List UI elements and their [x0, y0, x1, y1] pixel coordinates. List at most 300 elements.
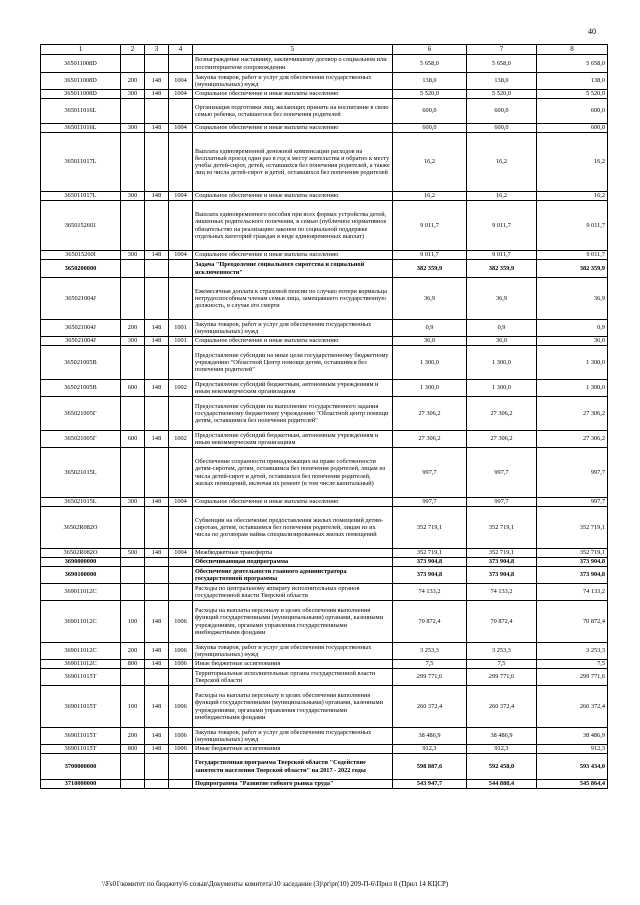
amount-cell: 600,0	[467, 124, 537, 133]
amount-cell: 1 300,0	[537, 346, 608, 380]
description-cell: Предоставление субсидии на выполнение государственного задания государственному бюджетному учреждению "Областной центр помощи детям, оставшимся без попечения родителей"	[193, 397, 393, 431]
expense-type-cell	[121, 201, 145, 251]
amount-cell: 27 306,2	[467, 431, 537, 448]
amount-cell: 27 306,2	[467, 397, 537, 431]
amount-cell: 16,2	[537, 192, 608, 201]
amount-cell: 593 434,0	[537, 754, 608, 780]
amount-cell: 16,2	[467, 192, 537, 201]
section-cell	[169, 397, 193, 431]
table-row	[41, 380, 608, 397]
section-cell: 1004	[169, 251, 193, 260]
header-cell: 3	[145, 45, 169, 55]
description-cell: Социальное обеспечение и иные выплаты населению	[193, 124, 393, 133]
table-row	[41, 278, 608, 320]
description-cell: Ежемесячная доплата к страховой пенсии по случаю потери кормильца нетрудоспособным членам семьи лица, замещавшего государственную должность, в случае его смерти	[193, 278, 393, 320]
amount-cell: 38 486,9	[537, 728, 608, 745]
table-row	[41, 660, 608, 669]
code-cell: 365011008D	[41, 55, 121, 73]
department-cell	[145, 507, 169, 549]
section-cell: 1004	[169, 90, 193, 99]
section-cell: 1006	[169, 686, 193, 728]
description-cell: Предоставление субсидий бюджетным, автономным учреждениям и иным некоммерческим организациям	[193, 380, 393, 397]
code-cell: 365011016L	[41, 124, 121, 133]
section-cell: 1002	[169, 431, 193, 448]
table-row	[41, 669, 608, 686]
department-cell: 148	[145, 90, 169, 99]
amount-cell: 592 458,0	[467, 754, 537, 780]
table-row	[41, 124, 608, 133]
amount-cell: 600,0	[393, 99, 467, 124]
section-cell: 1004	[169, 549, 193, 558]
amount-cell: 138,0	[467, 73, 537, 90]
expense-type-cell: 600	[121, 431, 145, 448]
table-row	[41, 337, 608, 346]
table-row	[41, 558, 608, 567]
amount-cell: 600,0	[537, 124, 608, 133]
description-cell: Обеспечивающая подпрограмма	[193, 558, 393, 567]
description-cell: Социальное обеспечение и иные выплаты населению	[193, 498, 393, 507]
amount-cell: 543 947,7	[393, 780, 467, 789]
section-cell	[169, 260, 193, 278]
amount-cell: 544 888,4	[467, 780, 537, 789]
amount-cell: 27 306,2	[537, 431, 608, 448]
description-cell: Социальное обеспечение и иные выплаты населению	[193, 90, 393, 99]
code-cell: 3690000000	[41, 558, 121, 567]
department-cell: 148	[145, 549, 169, 558]
department-cell	[145, 346, 169, 380]
amount-cell: 38 486,9	[467, 728, 537, 745]
amount-cell: 38 486,9	[393, 728, 467, 745]
code-cell: 365021004J	[41, 337, 121, 346]
table-row	[41, 320, 608, 337]
department-cell: 148	[145, 380, 169, 397]
description-cell: Расходы на выплаты персоналу в целях обеспечения выполнения функций государственными (муниципальными) органами, казенными учреждениями, органами управления государственными внебюджетными фондами	[193, 601, 393, 643]
amount-cell: 373 904,8	[537, 558, 608, 567]
section-cell: 1006	[169, 601, 193, 643]
section-cell: 1001	[169, 320, 193, 337]
description-cell: Обеспечение сохранности принадлежащих на праве собственности детям-сиротам, детям, оставшимся без попечения родителей, лицам из числа детей-сирот и детей, оставшихся без попечения родителей, жилых помещений, включая их ремонт (в том числе капитальный)	[193, 448, 393, 498]
code-cell: 365011008D	[41, 90, 121, 99]
expense-type-cell	[121, 260, 145, 278]
section-cell: 1006	[169, 660, 193, 669]
department-cell: 148	[145, 337, 169, 346]
department-cell: 148	[145, 745, 169, 754]
amount-cell: 70 872,4	[467, 601, 537, 643]
amount-cell: 0,9	[467, 320, 537, 337]
department-cell: 148	[145, 728, 169, 745]
department-cell: 148	[145, 124, 169, 133]
table-row	[41, 498, 608, 507]
amount-cell: 997,7	[467, 498, 537, 507]
table-row	[41, 55, 608, 73]
section-cell: 1004	[169, 73, 193, 90]
code-cell: 3650200000	[41, 260, 121, 278]
amount-cell: 27 306,2	[393, 431, 467, 448]
table-row	[41, 686, 608, 728]
table-body	[41, 55, 608, 789]
expense-type-cell	[121, 397, 145, 431]
amount-cell: 5 658,0	[467, 55, 537, 73]
amount-cell: 600,0	[393, 124, 467, 133]
expense-type-cell	[121, 780, 145, 789]
table-row	[41, 133, 608, 192]
description-cell: Вознаграждение наставнику, заключившему договор о социальном или постинтернатном сопровождении	[193, 55, 393, 73]
expense-type-cell	[121, 448, 145, 498]
table-row	[41, 397, 608, 431]
department-cell	[145, 99, 169, 124]
section-cell	[169, 754, 193, 780]
department-cell: 148	[145, 660, 169, 669]
amount-cell: 5 520,0	[393, 90, 467, 99]
description-cell: Расходы по центральному аппарату исполнительных органов государственной власти Тверской области	[193, 584, 393, 601]
department-cell	[145, 133, 169, 192]
section-cell	[169, 669, 193, 686]
code-cell: 369011015T	[41, 745, 121, 754]
description-cell: Закупка товаров, работ и услуг для обеспечения государственных (муниципальных) нужд	[193, 73, 393, 90]
header-cell: 4	[169, 45, 193, 55]
department-cell: 148	[145, 73, 169, 90]
amount-cell: 997,7	[537, 498, 608, 507]
description-cell: Закупка товаров, работ и услуг для обеспечения государственных (муниципальных) нужд	[193, 643, 393, 660]
code-cell: 3700000000	[41, 754, 121, 780]
section-cell	[169, 346, 193, 380]
amount-cell: 1 300,0	[467, 346, 537, 380]
description-cell: Закупка товаров, работ и услуг для обеспечения государственных (муниципальных) нужд	[193, 728, 393, 745]
table-row	[41, 201, 608, 251]
amount-cell: 373 904,8	[393, 558, 467, 567]
amount-cell: 3 253,3	[393, 643, 467, 660]
section-cell: 1006	[169, 643, 193, 660]
amount-cell: 299 771,6	[467, 669, 537, 686]
expense-type-cell: 800	[121, 745, 145, 754]
expense-type-cell	[121, 99, 145, 124]
header-cell: 6	[393, 45, 467, 55]
section-cell: 1006	[169, 728, 193, 745]
header-cell: 7	[467, 45, 537, 55]
table-row	[41, 728, 608, 745]
expense-type-cell: 100	[121, 686, 145, 728]
table-row	[41, 549, 608, 558]
amount-cell: 7,5	[393, 660, 467, 669]
amount-cell: 16,2	[467, 133, 537, 192]
amount-cell: 74 133,2	[467, 584, 537, 601]
expense-type-cell: 300	[121, 337, 145, 346]
amount-cell: 260 372,4	[467, 686, 537, 728]
code-cell: 36502R082O	[41, 549, 121, 558]
amount-cell: 299 771,6	[537, 669, 608, 686]
section-cell	[169, 133, 193, 192]
amount-cell: 36,9	[467, 278, 537, 320]
expense-type-cell: 200	[121, 728, 145, 745]
department-cell: 148	[145, 601, 169, 643]
section-cell	[169, 99, 193, 124]
amount-cell: 373 904,8	[467, 567, 537, 584]
code-cell: 3690100000	[41, 567, 121, 584]
amount-cell: 912,3	[537, 745, 608, 754]
expense-type-cell: 300	[121, 192, 145, 201]
expense-type-cell: 800	[121, 660, 145, 669]
expense-type-cell	[121, 584, 145, 601]
expense-type-cell	[121, 567, 145, 584]
code-cell: 369011012C	[41, 643, 121, 660]
amount-cell: 352 719,1	[467, 507, 537, 549]
description-cell: Социальное обеспечение и иные выплаты населению	[193, 192, 393, 201]
amount-cell: 36,9	[537, 278, 608, 320]
table-row	[41, 643, 608, 660]
description-cell: Социальное обеспечение и иные выплаты населению	[193, 337, 393, 346]
amount-cell: 260 372,4	[393, 686, 467, 728]
department-cell: 148	[145, 686, 169, 728]
section-cell	[169, 278, 193, 320]
amount-cell: 0,9	[537, 320, 608, 337]
code-cell: 365021015L	[41, 498, 121, 507]
amount-cell: 36,0	[537, 337, 608, 346]
header-cell: 1	[41, 45, 121, 55]
description-cell: Субвенции на обеспечение предоставления жилых помещений детям-сиротам, детям, оставшимся без попечения родителей, лицам из их числа по договорам найма специализированных жилых помещений	[193, 507, 393, 549]
section-cell	[169, 780, 193, 789]
code-cell: 36502R082O	[41, 507, 121, 549]
amount-cell: 373 904,8	[537, 567, 608, 584]
expense-type-cell	[121, 346, 145, 380]
amount-cell: 5 658,0	[537, 55, 608, 73]
expense-type-cell: 300	[121, 124, 145, 133]
table-row	[41, 431, 608, 448]
amount-cell: 1 300,0	[393, 346, 467, 380]
table-row	[41, 251, 608, 260]
table-row	[41, 745, 608, 754]
department-cell	[145, 278, 169, 320]
amount-cell: 382 359,9	[537, 260, 608, 278]
amount-cell: 352 719,1	[537, 507, 608, 549]
amount-cell: 373 904,8	[467, 558, 537, 567]
department-cell	[145, 669, 169, 686]
section-cell	[169, 507, 193, 549]
table-row	[41, 73, 608, 90]
table-row	[41, 567, 608, 584]
table-row	[41, 780, 608, 789]
department-cell	[145, 397, 169, 431]
department-cell	[145, 260, 169, 278]
code-cell: 3650152601	[41, 201, 121, 251]
amount-cell: 9 011,7	[467, 201, 537, 251]
description-cell: Государственная программа Тверской области "Содействие занятости населения Тверской области" на 2017 - 2022 годы	[193, 754, 393, 780]
department-cell	[145, 584, 169, 601]
table-header-row	[41, 45, 608, 55]
table-row	[41, 448, 608, 498]
amount-cell: 912,3	[393, 745, 467, 754]
amount-cell: 27 306,2	[393, 397, 467, 431]
amount-cell: 997,7	[393, 448, 467, 498]
amount-cell: 5 520,0	[537, 90, 608, 99]
footer-file-path: \\Fs01\комитет по бюджету\6 созыв\Документы комитета\10 заседание (3)\pr\pr(10) 209-П-6\Прил 8 (Прил 14 КЦСР)	[102, 880, 449, 888]
table-row	[41, 260, 608, 278]
amount-cell: 382 359,9	[467, 260, 537, 278]
section-cell: 1001	[169, 337, 193, 346]
code-cell: 369011015T	[41, 728, 121, 745]
expense-type-cell: 200	[121, 643, 145, 660]
code-cell: 369011012C	[41, 584, 121, 601]
section-cell	[169, 55, 193, 73]
amount-cell: 1 300,0	[537, 380, 608, 397]
department-cell: 148	[145, 643, 169, 660]
amount-cell: 382 359,9	[393, 260, 467, 278]
expense-type-cell	[121, 754, 145, 780]
code-cell: 365015260I	[41, 251, 121, 260]
code-cell: 365011017L	[41, 133, 121, 192]
section-cell: 1002	[169, 380, 193, 397]
amount-cell: 74 133,2	[393, 584, 467, 601]
amount-cell: 352 719,1	[393, 507, 467, 549]
amount-cell: 36,0	[467, 337, 537, 346]
description-cell: Иные бюджетные ассигнования	[193, 660, 393, 669]
department-cell: 148	[145, 431, 169, 448]
amount-cell: 997,7	[467, 448, 537, 498]
amount-cell: 545 864,4	[537, 780, 608, 789]
code-cell: 365011008D	[41, 73, 121, 90]
table-row	[41, 584, 608, 601]
description-cell: Предоставление субсидии на иные цели государственному бюджетному учреждению "Областной Центр помощи детям, оставшимся без попечения родителей"	[193, 346, 393, 380]
section-cell: 1004	[169, 192, 193, 201]
amount-cell: 3 253,3	[537, 643, 608, 660]
expense-type-cell: 300	[121, 251, 145, 260]
description-cell: Организация подготовки лиц, желающих принять на воспитание в свою семью ребенка, оставшегося без попечения родителей	[193, 99, 393, 124]
amount-cell: 16,2	[537, 133, 608, 192]
amount-cell: 600,0	[467, 99, 537, 124]
section-cell	[169, 584, 193, 601]
department-cell: 148	[145, 320, 169, 337]
amount-cell: 16,2	[393, 133, 467, 192]
amount-cell: 36,9	[393, 278, 467, 320]
description-cell: Социальное обеспечение и иные выплаты населению	[193, 251, 393, 260]
amount-cell: 9 011,7	[393, 201, 467, 251]
code-cell: 369011015T	[41, 669, 121, 686]
amount-cell: 7,5	[467, 660, 537, 669]
department-cell	[145, 201, 169, 251]
amount-cell: 138,0	[393, 73, 467, 90]
amount-cell: 70 872,4	[537, 601, 608, 643]
department-cell	[145, 55, 169, 73]
expense-type-cell: 600	[121, 380, 145, 397]
header-cell: 5	[193, 45, 393, 55]
amount-cell: 7,5	[537, 660, 608, 669]
amount-cell: 9 011,7	[537, 201, 608, 251]
amount-cell: 5 658,0	[393, 55, 467, 73]
amount-cell: 16,2	[393, 192, 467, 201]
description-cell: Выплата единовременного пособия при всех формах устройства детей, лишенных родительского попечения, в семью (публичное нормативное обязательство на реализацию законов по социальной поддержке отдельных категорий граждан в виде единовременных выплат)	[193, 201, 393, 251]
description-cell: Межбюджетные трансферты	[193, 549, 393, 558]
amount-cell: 598 887,6	[393, 754, 467, 780]
table-row	[41, 346, 608, 380]
expense-type-cell	[121, 278, 145, 320]
description-cell: Закупка товаров, работ и услуг для обеспечения государственных (муниципальных) нужд	[193, 320, 393, 337]
code-cell: 365021005Г	[41, 431, 121, 448]
expense-type-cell: 200	[121, 73, 145, 90]
section-cell: 1004	[169, 498, 193, 507]
amount-cell: 74 133,2	[537, 584, 608, 601]
description-cell: Подпрограмма "Развитие гибкого рынка труда"	[193, 780, 393, 789]
expense-type-cell: 200	[121, 320, 145, 337]
code-cell: 365021005B	[41, 346, 121, 380]
amount-cell: 912,3	[467, 745, 537, 754]
amount-cell: 27 306,2	[537, 397, 608, 431]
amount-cell: 0,9	[393, 320, 467, 337]
amount-cell: 352 719,1	[467, 549, 537, 558]
section-cell	[169, 448, 193, 498]
code-cell: 365011016L	[41, 99, 121, 124]
amount-cell: 352 719,1	[537, 549, 608, 558]
code-cell: 3710000000	[41, 780, 121, 789]
description-cell: Выплата единовременной денежной компенсации расходов на бесплатный проезд один раз в год к месту жительства и обратно к месту учебы детей-сирот, детей, оставшихся без попечения родителей, а также лиц из числа детей-сирот и детей, оставшихся без попечения родителей	[193, 133, 393, 192]
amount-cell: 299 771,6	[393, 669, 467, 686]
code-cell: 369011012C	[41, 601, 121, 643]
department-cell	[145, 567, 169, 584]
section-cell	[169, 201, 193, 251]
amount-cell: 352 719,1	[393, 549, 467, 558]
code-cell: 365021005B	[41, 380, 121, 397]
code-cell: 365011017L	[41, 192, 121, 201]
amount-cell: 9 011,7	[537, 251, 608, 260]
amount-cell: 9 011,7	[467, 251, 537, 260]
section-cell: 1006	[169, 745, 193, 754]
department-cell	[145, 754, 169, 780]
description-cell: Предоставление субсидий бюджетным, автономным учреждениям и иным некоммерческим организациям	[193, 431, 393, 448]
department-cell: 148	[145, 192, 169, 201]
expense-type-cell: 300	[121, 498, 145, 507]
header-cell: 8	[537, 45, 608, 55]
expense-type-cell: 100	[121, 601, 145, 643]
table-row	[41, 601, 608, 643]
description-cell: Обеспечение деятельности главного администратора государственной программы	[193, 567, 393, 584]
amount-cell: 3 253,3	[467, 643, 537, 660]
code-cell: 369011015T	[41, 686, 121, 728]
code-cell: 365021015L	[41, 448, 121, 498]
amount-cell: 9 011,7	[393, 251, 467, 260]
expense-type-cell	[121, 55, 145, 73]
department-cell: 148	[145, 251, 169, 260]
section-cell	[169, 558, 193, 567]
amount-cell: 5 520,0	[467, 90, 537, 99]
expense-type-cell	[121, 133, 145, 192]
amount-cell: 600,0	[537, 99, 608, 124]
amount-cell: 70 872,4	[393, 601, 467, 643]
expense-type-cell: 500	[121, 549, 145, 558]
budget-table	[40, 44, 608, 789]
description-cell: Расходы на выплаты персоналу в целях обеспечения выполнения функций государственными (муниципальными) органами, казенными учреждениями, органами управления государственными внебюджетными фондами	[193, 686, 393, 728]
table-row	[41, 90, 608, 99]
description-cell: Задача "Преодоление социального сиротства и социальной исключенности"	[193, 260, 393, 278]
expense-type-cell: 300	[121, 90, 145, 99]
department-cell	[145, 448, 169, 498]
expense-type-cell	[121, 669, 145, 686]
table-row	[41, 192, 608, 201]
amount-cell: 1 300,0	[467, 380, 537, 397]
amount-cell: 138,0	[537, 73, 608, 90]
department-cell	[145, 558, 169, 567]
amount-cell: 260 372,4	[537, 686, 608, 728]
code-cell: 365021004J	[41, 320, 121, 337]
amount-cell: 373 904,8	[393, 567, 467, 584]
section-cell: 1004	[169, 124, 193, 133]
header-cell: 2	[121, 45, 145, 55]
amount-cell: 36,0	[393, 337, 467, 346]
amount-cell: 997,7	[393, 498, 467, 507]
department-cell: 148	[145, 498, 169, 507]
amount-cell: 997,7	[537, 448, 608, 498]
amount-cell: 1 300,0	[393, 380, 467, 397]
expense-type-cell	[121, 558, 145, 567]
table-row	[41, 507, 608, 549]
page-number: 40	[588, 27, 596, 36]
